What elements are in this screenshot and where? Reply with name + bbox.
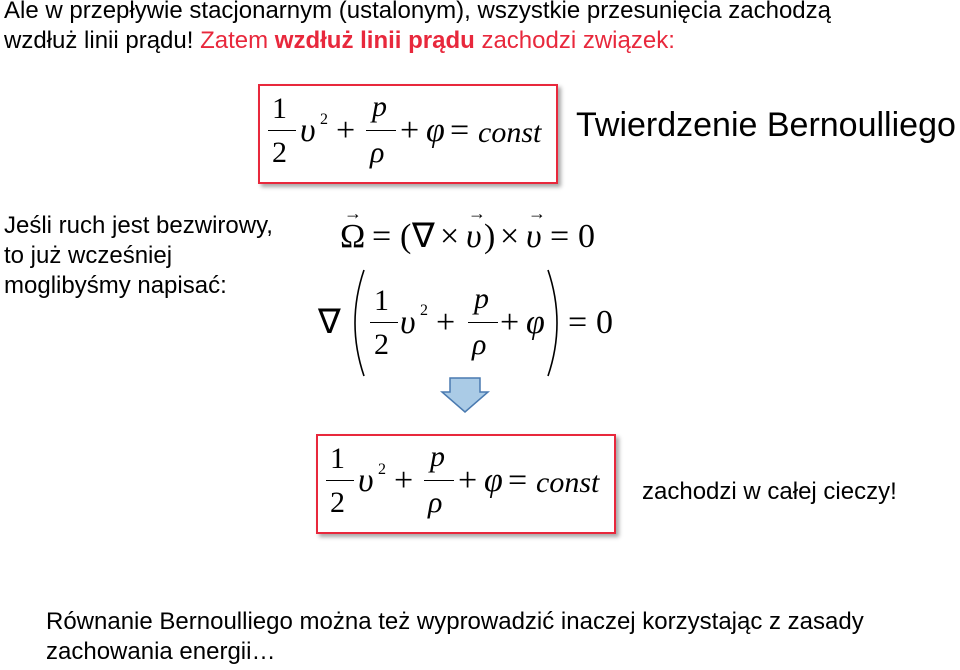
eq2-frac-bar-2 <box>424 480 454 481</box>
eq1-frac-bar-1 <box>268 130 296 131</box>
left-note-line-1: Jeśli ruch jest bezwirowy, <box>4 212 273 239</box>
vort-times-2: × <box>500 218 520 255</box>
eq2-plus-2: + <box>458 462 478 499</box>
conclusion-text: zachodzi w całej cieczy! <box>642 478 897 505</box>
eq1-frac-bar-2 <box>366 130 396 131</box>
grad-big-rparen <box>544 268 568 378</box>
eq1-rho: ρ <box>370 136 385 169</box>
grad-frac-bar-1 <box>370 322 398 323</box>
vort-nabla: ∇ <box>412 218 435 255</box>
eq1-frac-two: 2 <box>272 136 287 169</box>
vort-upsilon-1: υ <box>466 218 482 255</box>
vort-equals: = <box>372 218 392 255</box>
grad-upsilon: υ <box>400 304 416 341</box>
vort-equals-2: = <box>550 218 570 255</box>
grad-big-lparen <box>344 268 368 378</box>
left-note-line-2: to już wcześniej <box>4 242 173 269</box>
eq1-square: 2 <box>320 111 328 128</box>
left-note-line-3: moglibyśmy napisać: <box>4 272 227 299</box>
grad-phi: φ <box>526 304 545 341</box>
intro-line-1: Ale w przepływie stacjonarnym (ustalonym), wszystkie przesunięcia zachodzą <box>4 0 831 24</box>
upsilon-vector-arrow-2: → <box>528 203 546 223</box>
eq1-equals: = <box>450 112 470 149</box>
intro-line-2 <box>4 27 675 55</box>
omega-symbol: Ω <box>340 218 366 255</box>
eq2-plus-1: + <box>394 462 414 499</box>
eq2-rho: ρ <box>428 486 443 519</box>
grad-square: 2 <box>420 302 428 319</box>
eq2-frac-bar-1 <box>326 480 354 481</box>
eq2-frac-one: 1 <box>330 442 345 475</box>
intro-line-2-red-bold: wzdłuż linii prądu <box>274 27 475 54</box>
grad-rho: ρ <box>472 328 487 361</box>
grad-p: p <box>474 282 489 315</box>
grad-frac-bar-2 <box>468 322 498 323</box>
grad-plus-1: + <box>436 304 456 341</box>
eq2-upsilon: υ <box>358 462 374 499</box>
eq2-frac-two: 2 <box>330 486 345 519</box>
grad-plus-2: + <box>500 304 520 341</box>
eq2-const: const <box>536 466 600 499</box>
eq1-plus-1: + <box>336 112 356 149</box>
grad-equals: = <box>568 304 588 341</box>
bernoulli-equation-box-bottom <box>316 434 616 534</box>
vort-upsilon-2: υ <box>526 218 542 255</box>
vort-times-1: × <box>440 218 460 255</box>
eq2-p: p <box>430 440 445 473</box>
intro-line-2-red-b: zachodzi związek: <box>474 27 675 54</box>
eq2-square: 2 <box>378 461 386 478</box>
eq1-p: p <box>372 90 387 123</box>
intro-line-2-red-a: Zatem <box>200 27 275 54</box>
eq1-plus-2: + <box>400 112 420 149</box>
eq2-equals: = <box>508 462 528 499</box>
eq1-frac-one: 1 <box>272 92 287 125</box>
eq1-upsilon: υ <box>300 112 316 149</box>
footer-line-1: Równanie Bernoulliego można też wyprowadzić inaczej korzystając z zasady <box>46 608 864 635</box>
down-arrow-icon <box>440 376 490 414</box>
omega-vector-arrow: → <box>344 203 362 223</box>
grad-zero: 0 <box>596 304 613 341</box>
grad-nabla: ∇ <box>318 304 341 341</box>
vort-lparen: ( <box>400 218 412 255</box>
eq1-phi: φ <box>426 112 445 149</box>
bernoulli-equation-box-top <box>258 84 558 184</box>
grad-frac-one: 1 <box>374 284 389 317</box>
vort-zero: 0 <box>578 218 595 255</box>
eq2-phi: φ <box>484 462 503 499</box>
grad-frac-two: 2 <box>374 328 389 361</box>
bernoulli-theorem-label: Twierdzenie Bernoulliego <box>576 106 956 144</box>
footer-line-2: zachowania energii… <box>46 638 276 665</box>
eq1-const: const <box>478 116 542 149</box>
intro-line-2-plain: wzdłuż linii prądu! <box>4 27 201 54</box>
vort-rparen: ) <box>484 218 496 255</box>
upsilon-vector-arrow-1: → <box>468 203 486 223</box>
